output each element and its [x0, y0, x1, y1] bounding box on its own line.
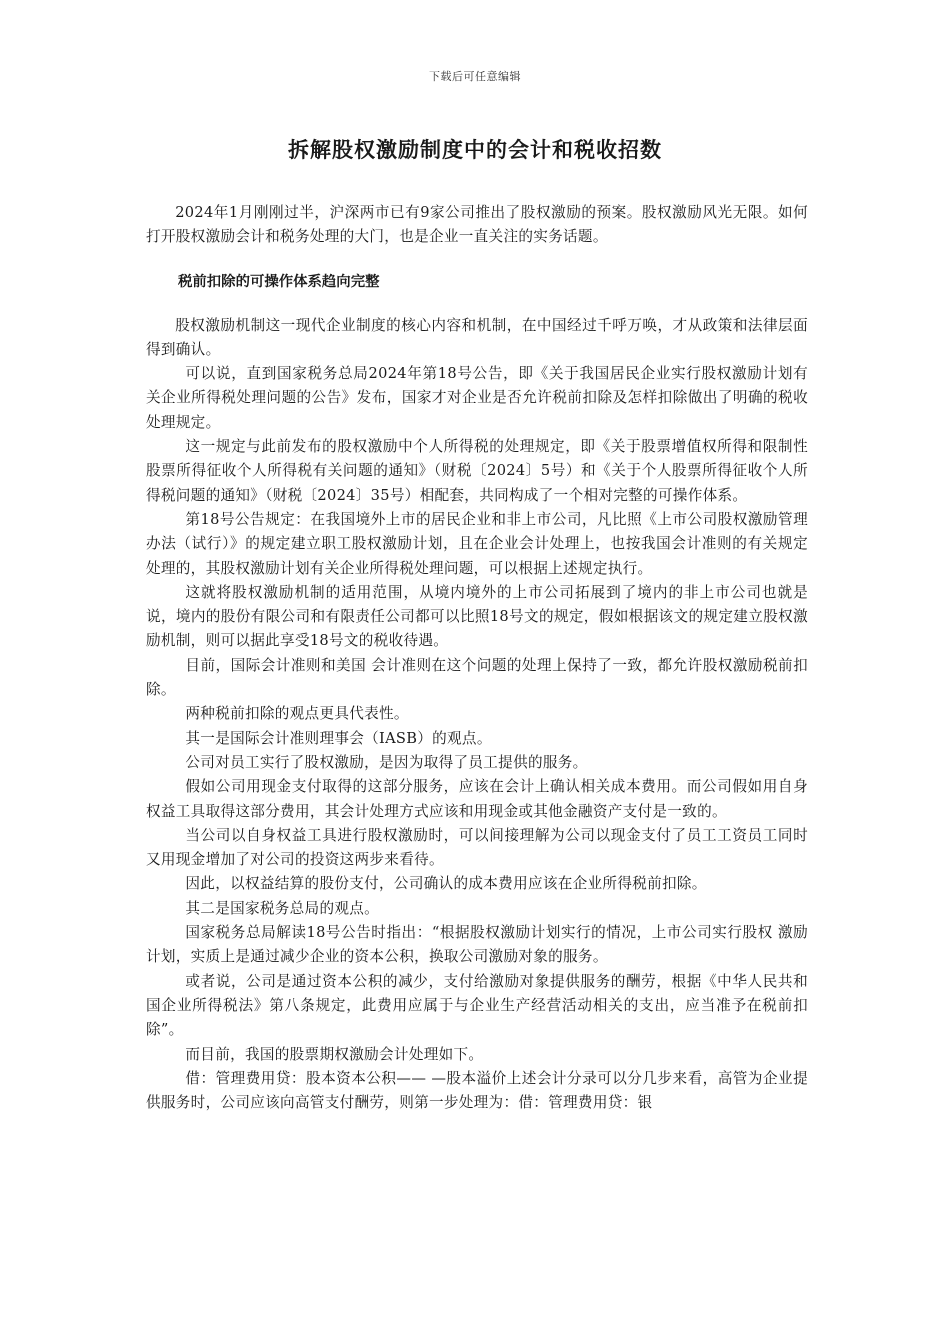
body-paragraph: 可以说，直到国家税务总局2024年第18号公告，即《关于我国居民企业实行股权激励计划有关企业所得税处理问题的公告》发布，国家才对企业是否允许税前扣除及怎样扣除做出了明确的税收处理规定。 — [146, 365, 808, 431]
body-paragraph: 股权激励机制这一现代企业制度的核心内容和机制，在中国经过千呼万唤，才从政策和法律层面得到确认。 — [146, 316, 808, 358]
body-paragraph: 当公司以自身权益工具进行股权激励时，可以间接理解为公司以现金支付了员工工资员工同时又用现金增加了对公司的投资这两步来看待。 — [146, 826, 808, 869]
header-note: 下载后可任意编辑 — [429, 70, 521, 83]
body-paragraph: 国家税务总局解读18号公告时指出：“根据股权激励计划实行的情况，上市公司实行股权 激励计划，实质上是通过减少企业的资本公积，换取公司激励对象的服务。 — [146, 924, 808, 966]
body-paragraph: 其一是国际会计准则理事会（IASB）的观点。 — [185, 729, 492, 747]
document-body — [146, 201, 808, 1115]
body-paragraph: 而目前，我国的股票期权激励会计处理如下。 — [185, 1045, 484, 1063]
body-paragraph: 这就将股权激励机制的适用范围，从境内境外的上市公司拓展到了境内的非上市公司也就是说，境内的股份有限公司和有限责任公司都可以比照18号文的规定，假如根据该文的规定建立股权激励机制，则可以据此享受18号文的税收待遇。 — [146, 583, 808, 650]
intro-paragraph: 2024年1月刚刚过半，沪深两市已有9家公司推出了股权激励的预案。股权激励风光无限。如何打开股权激励会计和税务处理的大门，也是企业一直关注的实务话题。 — [146, 204, 808, 246]
body-paragraph: 这一规定与此前发布的股权激励中个人所得税的处理规定，即《关于股票增值权所得和限制性股票所得征收个人所得税有关问题的通知》（财税〔2024〕5号）和《关于个人股票所得征收个人所得税问题的通知》（财税〔2024〕35号）相配套，共同构成了一个相对完整的可操作体系。 — [146, 438, 808, 504]
body-paragraph: 目前，国际会计准则和美国 会计准则在这个问题的处理上保持了一致，都允许股权激励税前扣除。 — [146, 656, 808, 699]
section-heading: 税前扣除的可操作体系趋向完整 — [178, 273, 380, 290]
body-paragraph: 借：管理费用贷：股本资本公积—— —股本溢价上述会计分录可以分几步来看，高管为企业提供服务时，公司应该向高管支付酬劳，则第一步处理为：借：管理费用贷：银 — [146, 1069, 808, 1112]
body-paragraph: 其二是国家税务总局的观点。 — [185, 899, 380, 917]
body-paragraph: 公司对员工实行了股权激励，是因为取得了员工提供的服务。 — [185, 753, 588, 771]
document-title: 拆解股权激励制度中的会计和税收招数 — [288, 138, 662, 162]
body-paragraph: 两种税前扣除的观点更具代表性。 — [185, 705, 409, 723]
body-paragraph: 或者说，公司是通过资本公积的减少，支付给激励对象提供服务的酬劳，根据《中华人民共和国企业所得税法》第八条规定，此费用应属于与企业生产经营活动相关的支出，应当准予在税前扣除”。 — [146, 972, 808, 1039]
body-paragraph: 第18号公告规定：在我国境外上市的居民企业和非上市公司，凡比照《上市公司股权激励管理办法（试行）》的规定建立职工股权激励计划，且在企业会计处理上，也按我国会计准则的有关规定处理的，其股权激励计划有关企业所得税处理问题，可以根据上述规定执行。 — [146, 510, 808, 577]
body-paragraph: 因此，以权益结算的股份支付，公司确认的成本费用应该在企业所得税前扣除。 — [185, 875, 707, 893]
body-paragraph: 假如公司用现金支付取得的这部分服务，应该在会计上确认相关成本费用。而公司假如用自身权益工具取得这部分费用，其会计处理方式应该和用现金或其他金融资产支付是一致的。 — [146, 778, 808, 820]
